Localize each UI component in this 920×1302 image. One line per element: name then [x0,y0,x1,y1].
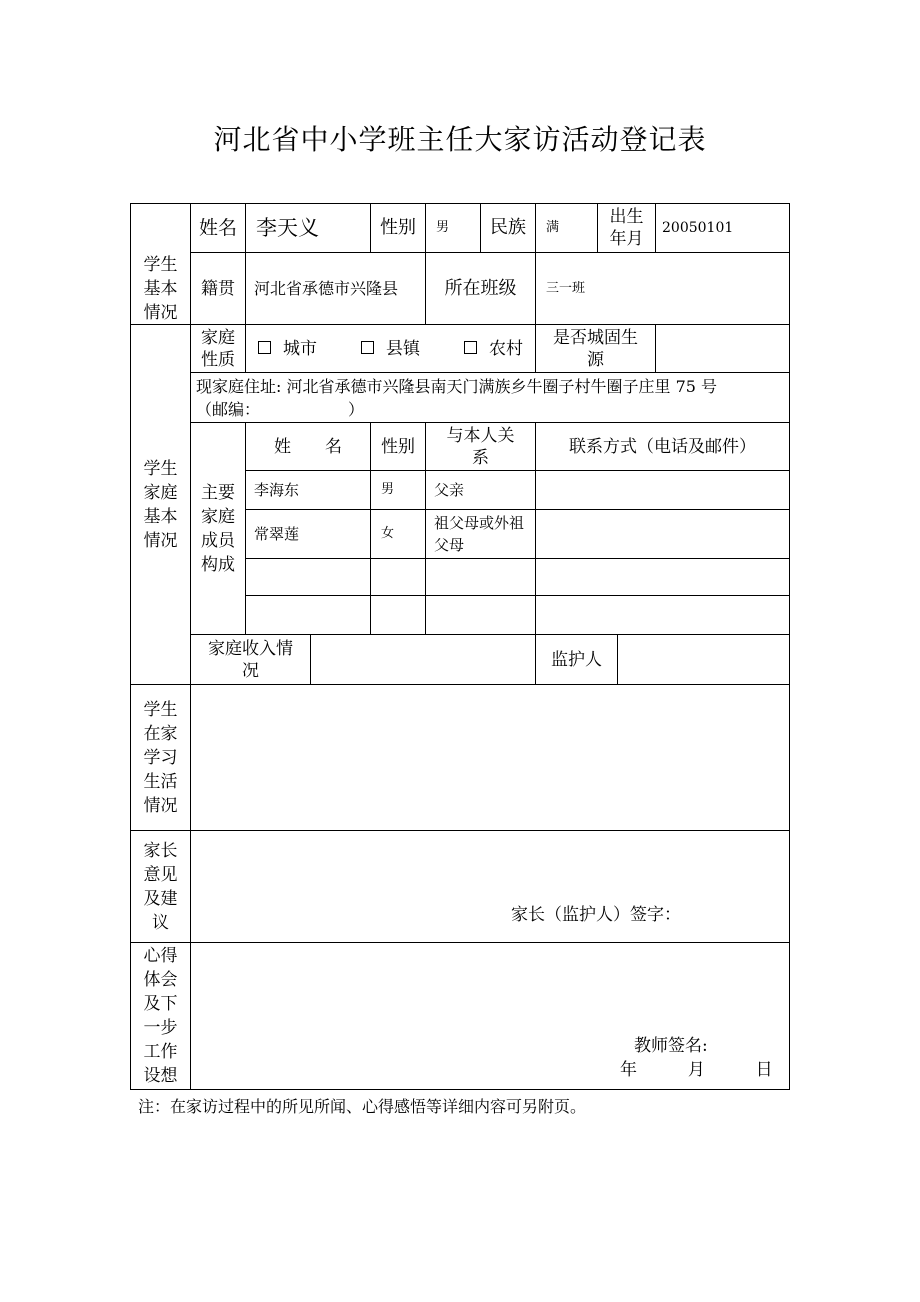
option-rural[interactable]: 农村 [464,337,523,361]
member-relation[interactable]: 祖父母或外祖父母 [434,514,525,554]
income-label: 家庭收入情况 [208,638,293,681]
members-label: 主要家庭成员构成 [201,482,235,575]
member-gender[interactable] [371,559,425,595]
birth-label: 出生年月 [609,207,644,249]
native-value[interactable]: 河北省承德市兴隆县 [254,278,399,298]
member-contact[interactable] [536,510,789,558]
section-family-header: 学生家庭基本情况 [143,458,178,551]
checkbox-icon [258,341,271,354]
gender-label: 性别 [380,217,416,238]
members-header-name: 姓 名 [274,436,342,457]
date-year: 年 [620,1060,637,1080]
family-nature-label: 家庭性质 [201,327,235,370]
gender-value[interactable]: 男 [436,220,450,235]
member-relation[interactable] [426,596,535,634]
guardian-value[interactable] [618,635,789,684]
study-content[interactable] [191,685,789,830]
name-label: 姓名 [198,217,237,239]
member-contact[interactable] [536,559,789,595]
member-relation[interactable]: 父亲 [434,481,465,499]
member-relation[interactable] [426,559,535,595]
date-month: 月 [687,1060,705,1080]
birth-value[interactable]: 20050101 [662,220,734,236]
income-value[interactable] [311,635,535,684]
member-gender[interactable]: 男 [381,482,395,497]
parent-signature-label: 家长（监护人）签字： [511,905,681,925]
home-address [196,375,788,421]
section-study-header: 学生在家学习生活情况 [143,699,178,816]
members-header-gender: 性别 [381,436,415,457]
family-nature-options [246,325,535,372]
member-contact[interactable] [536,596,789,634]
member-name[interactable]: 常翠莲 [254,525,300,543]
origin-value[interactable] [656,325,789,372]
section-reflection-header: 心得体会及下一步工作设想 [143,946,178,1086]
class-label: 所在班级 [444,277,517,299]
student-name-value[interactable]: 李天义 [256,216,319,240]
ethnicity-value[interactable]: 满 [546,220,560,235]
guardian-label: 监护人 [551,649,602,670]
option-town[interactable]: 县镇 [361,337,420,361]
page-title: 河北省中小学班主任大家访活动登记表 [213,123,707,156]
members-header-contact: 联系方式（电话及邮件） [569,436,756,457]
date-day: 日 [755,1060,773,1080]
postcode-text: （邮编： ） [196,400,365,419]
signature-date [620,1055,773,1080]
checkbox-icon [361,341,374,354]
option-city[interactable]: 城市 [258,337,317,361]
class-value[interactable]: 三一班 [546,280,586,296]
checkbox-icon [464,341,477,354]
teacher-signature-label: 教师签名: [634,1036,708,1056]
ethnicity-label: 民族 [490,217,526,238]
member-gender[interactable] [371,596,425,634]
section-basic-header: 学生基本情况 [143,254,178,323]
member-name[interactable] [246,559,370,595]
member-name[interactable] [246,596,370,634]
footnote: 注：在家访过程中的所见所闻、心得感悟等详细内容可另附页。 [138,1097,587,1116]
origin-label: 是否城固生源 [553,327,638,370]
address-text: 现家庭住址: 河北省承德市兴隆县南天门满族乡牛圈子村牛圈子庄里 75 号 [196,377,718,396]
member-contact[interactable] [536,471,789,509]
member-name[interactable]: 李海东 [254,481,300,499]
members-header-relation: 与本人关系 [446,425,515,468]
member-gender[interactable]: 女 [381,526,395,541]
native-label: 籍贯 [201,278,235,299]
section-parent-header: 家长意见及建议 [143,840,178,933]
